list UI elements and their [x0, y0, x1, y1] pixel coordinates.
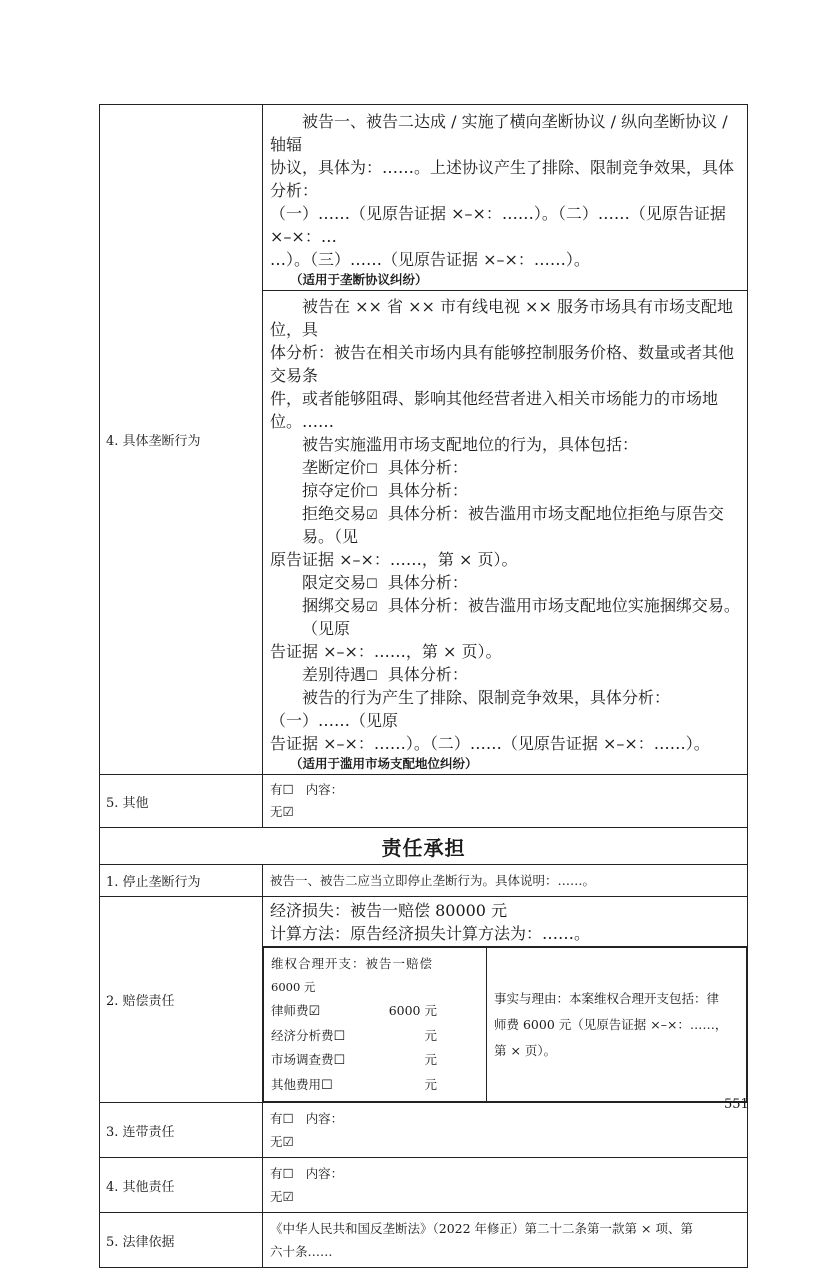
agreement-line: （一）……（见原告证据 ×–×：……）。（二）……（见原告证据 ×–×：… [270, 204, 726, 246]
expense-title: 维权合理开支：被告一赔偿 [271, 956, 434, 972]
monopoly-content [263, 105, 748, 775]
abuse-item [270, 570, 741, 593]
expense-item [271, 1073, 480, 1098]
yes-option: 有☐ [270, 782, 294, 797]
abuse-item [270, 455, 741, 478]
content-label: 内容： [305, 1111, 344, 1127]
abuse-item-name: 掠夺定价 [302, 481, 367, 500]
effect-line: 被告的行为产生了排除、限制竞争效果，具体分析：（一）……（见原 [270, 688, 671, 730]
expense-amount: 6000 元 [271, 979, 316, 994]
expense-item-name: 市场调查费 [271, 1052, 334, 1068]
no-option: 无☑ [270, 1134, 294, 1150]
dominance-line: 体分析：被告在相关市场内具有能够控制服务价格、数量或者其他交易条 [270, 343, 735, 385]
compensation-content [263, 897, 748, 1103]
abuse-item-text: 具体分析：被告滥用市场支配地位拒绝与原告交易。（见 [302, 504, 724, 546]
expense-subtable [263, 947, 747, 1102]
content-label: 内容： [305, 1166, 344, 1182]
dominance-line: 被告在 ×× 省 ×× 市有线电视 ×× 服务市场具有市场支配地位，具 [270, 297, 733, 339]
abuse-item-name: 限定交易 [302, 573, 367, 592]
effect-line: 告证据 ×–×：……）。（二）……（见原告证据 ×–×：……）。 [270, 734, 710, 753]
checkbox-unchecked-icon: ☐ [366, 462, 378, 477]
checkbox-unchecked-icon: ☐ [366, 485, 378, 500]
monopoly-row [100, 105, 748, 775]
abuse-item-continued: 告证据 ×–×：……，第 × 页）。 [270, 642, 502, 661]
other-liability-row [100, 1158, 748, 1213]
abuse-item-text: 具体分析： [387, 665, 468, 684]
dominance-line: 件，或者能够阻碍、影响其他经营者进入相关市场能力的市场地位。…… [270, 389, 719, 431]
abuse-item-name: 差别待遇 [302, 665, 367, 684]
expense-item-amount: 元 [424, 1052, 437, 1068]
checkbox-checked-icon: ☑ [366, 508, 378, 523]
abuse-item-text: 具体分析：被告滥用市场支配地位实施捆绑交易。（见原 [302, 596, 740, 638]
loss-block [263, 897, 747, 947]
abuse-item-name: 捆绑交易 [302, 596, 367, 615]
expense-item [271, 1048, 480, 1073]
section-title: 责任承担 [100, 828, 748, 865]
agreement-line: …）。（三）……（见原告证据 ×–×：……）。 [270, 250, 590, 269]
yes-option: 有☐ [270, 1111, 294, 1127]
dominance-block [263, 291, 747, 774]
calc-line: 计算方法：原告经济损失计算方法为：……。 [270, 924, 591, 944]
abuse-item-name: 拒绝交易 [302, 504, 367, 523]
checkbox-unchecked-icon: ☐ [366, 669, 378, 684]
abuse-item-continued: 原告证据 ×–×：……，第 × 页）。 [270, 550, 518, 569]
expense-item [271, 1024, 480, 1049]
joint-label: 3. 连带责任 [100, 1103, 263, 1158]
expense-item-name: 律师费 [271, 1003, 309, 1019]
joint-row [100, 1103, 748, 1158]
legal-basis-line: 《中华人民共和国反垄断法》（2022 年修正）第二十二条第一款第 × 项、第 [270, 1221, 693, 1237]
yes-option: 有☐ [270, 1166, 294, 1182]
page-number: 551 [724, 1097, 749, 1112]
stop-row [100, 865, 748, 897]
no-option: 无☑ [270, 804, 294, 819]
other-liability-content [263, 1158, 748, 1213]
expense-item-amount: 元 [424, 1076, 437, 1092]
stop-label: 1. 停止垄断行为 [100, 865, 263, 897]
abuse-item [270, 478, 741, 501]
abuse-item-name: 垄断定价 [302, 458, 367, 477]
other-liability-label: 4. 其他责任 [100, 1158, 263, 1213]
liability-section-row [100, 828, 748, 865]
agreement-line: 协议，具体为：……。上述协议产生了排除、限制竞争效果，具体分析： [270, 158, 735, 200]
other-content [263, 775, 748, 828]
abuse-item [270, 662, 741, 685]
loss-line: 经济损失：被告一赔偿 80000 元 [270, 901, 508, 921]
content-label: 内容： [305, 782, 344, 797]
reason-line: 第 × 页）。 [494, 1042, 557, 1058]
expense-left [264, 948, 487, 1102]
reason-line: 师费 6000 元（见原告证据 ×–×：……， [494, 1016, 728, 1032]
agreement-note: （适用于垄断协议纠纷） [290, 272, 428, 287]
abuse-item [270, 501, 741, 547]
checkbox-unchecked-icon: ☐ [333, 1028, 346, 1044]
reason-line: 事实与理由：本案维权合理开支包括：律 [494, 990, 720, 1006]
checkbox-checked-icon: ☑ [308, 1004, 321, 1020]
complaint-form-table [99, 104, 748, 1268]
abuse-item-text: 具体分析： [387, 573, 468, 592]
expense-reason [487, 948, 747, 1102]
stop-text: 被告一、被告二应当立即停止垄断行为。具体说明：……。 [263, 865, 748, 897]
expense-item-amount: 6000 元 [388, 1003, 437, 1019]
abuse-item-text: 具体分析： [387, 481, 468, 500]
other-label: 5. 其他 [100, 775, 263, 828]
dominance-note: （适用于滥用市场支配地位纠纷） [290, 756, 478, 771]
legal-basis-line: 六十条…… [270, 1244, 333, 1260]
agreement-line: 被告一、被告二达成 / 实施了横向垄断协议 / 纵向垄断协议 / 轴辐 [270, 112, 728, 154]
legal-basis-label: 5. 法律依据 [100, 1213, 263, 1268]
monopoly-label: 4. 具体垄断行为 [100, 105, 263, 775]
expense-item-name: 经济分析费 [271, 1027, 334, 1043]
legal-basis-content [263, 1213, 748, 1268]
expense-item-amount: 元 [424, 1027, 437, 1043]
expense-item [271, 999, 480, 1024]
legal-basis-row [100, 1213, 748, 1268]
expense-item-name: 其他费用 [271, 1076, 322, 1092]
abuse-item [270, 593, 741, 639]
abuse-item-text: 具体分析： [387, 458, 468, 477]
abuse-intro: 被告实施滥用市场支配地位的行为，具体包括： [302, 435, 639, 454]
joint-content [263, 1103, 748, 1158]
compensation-row [100, 897, 748, 1103]
no-option: 无☑ [270, 1189, 294, 1205]
other-row [100, 775, 748, 828]
agreement-block [263, 105, 747, 291]
compensation-label: 2. 赔偿责任 [100, 897, 263, 1103]
checkbox-unchecked-icon: ☐ [333, 1053, 346, 1069]
checkbox-unchecked-icon: ☐ [366, 577, 378, 592]
checkbox-checked-icon: ☑ [366, 600, 378, 615]
checkbox-unchecked-icon: ☐ [321, 1077, 333, 1093]
